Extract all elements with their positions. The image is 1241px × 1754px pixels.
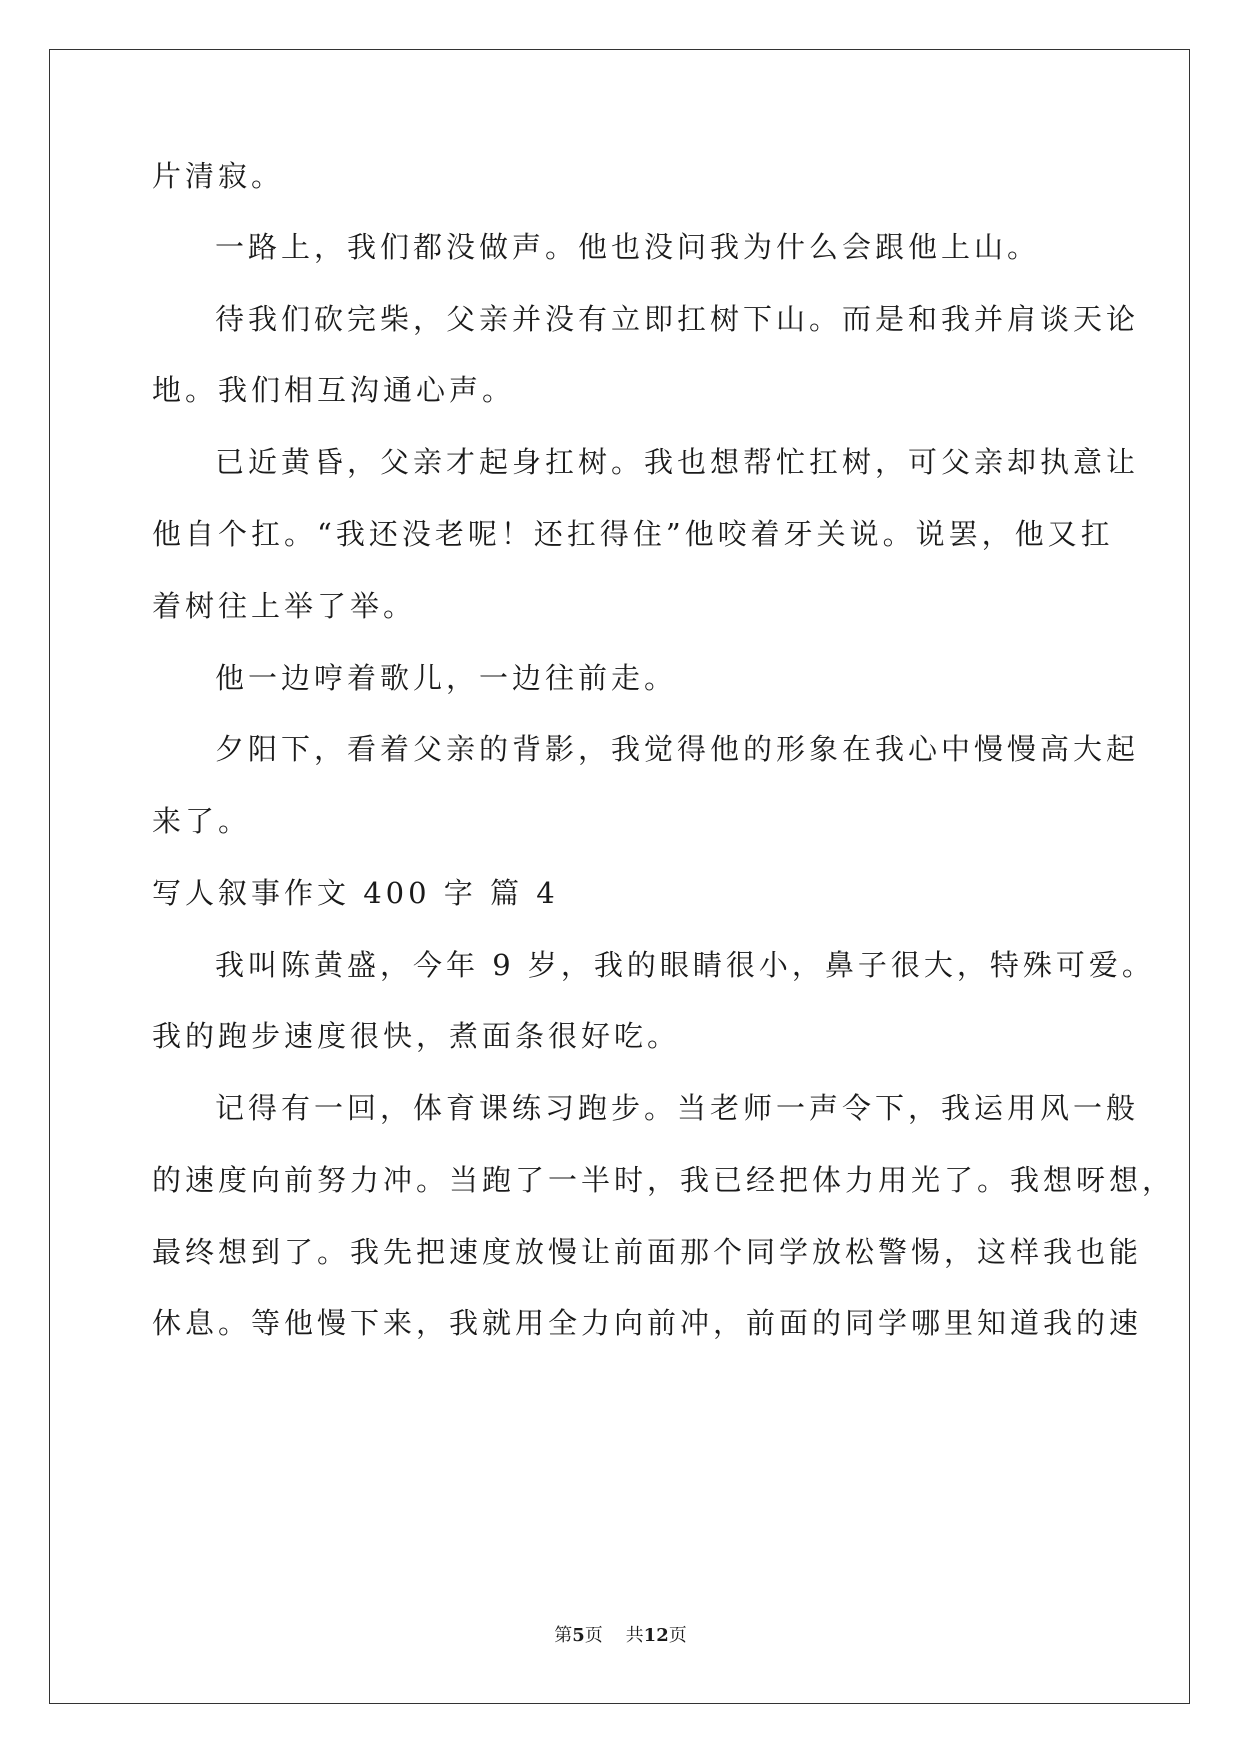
text-line: 我的跑步速度很快，煮面条很好吃。	[152, 1019, 681, 1053]
text-line: 片清寂。	[152, 159, 285, 193]
text-line: 待我们砍完柴，父亲并没有立即扛树下山。而是和我并肩谈天论	[215, 302, 1140, 336]
footer-total-suffix: 页	[668, 1625, 687, 1646]
text-line: 地。我们相互沟通心声。	[152, 373, 516, 407]
page-footer	[0, 1624, 1241, 1648]
text-line: 我叫陈黄盛，今年 9 岁，我的眼睛很小，鼻子很大，特殊可爱。	[215, 948, 1155, 982]
text-line: 休息。等他慢下来，我就用全力向前冲，前面的同学哪里知道我的速	[152, 1306, 1143, 1340]
footer-total-prefix: 共	[625, 1625, 644, 1646]
text-line: 已近黄昏，父亲才起身扛树。我也想帮忙扛树，可父亲却执意让	[215, 445, 1140, 479]
section-heading: 写人叙事作文 400 字 篇 4	[152, 876, 559, 910]
text-line: 一路上，我们都没做声。他也没问我为什么会跟他上山。	[215, 230, 1041, 264]
text-line: 着树往上举了举。	[152, 589, 417, 623]
text-line: 夕阳下，看着父亲的背影，我觉得他的形象在我心中慢慢高大起	[215, 732, 1140, 766]
text-line: 他自个扛。“我还没老呢！还扛得住”他咬着牙关说。说罢，他又扛	[152, 517, 1114, 551]
text-line: 最终想到了。我先把速度放慢让前面那个同学放松警惕，这样我也能	[152, 1235, 1143, 1269]
text-line: 记得有一回，体育课练习跑步。当老师一声令下，我运用风一般	[215, 1091, 1140, 1125]
text-line: 他一边哼着歌儿，一边往前走。	[215, 661, 678, 695]
total-pages-number: 12	[643, 1625, 669, 1646]
text-line: 的速度向前努力冲。当跑了一半时，我已经把体力用光了。我想呀想，	[152, 1163, 1176, 1197]
footer-page-word: 页	[584, 1625, 603, 1646]
text-line: 来了。	[152, 804, 252, 838]
current-page-number: 5	[572, 1625, 585, 1646]
footer-prefix: 第	[554, 1625, 573, 1646]
